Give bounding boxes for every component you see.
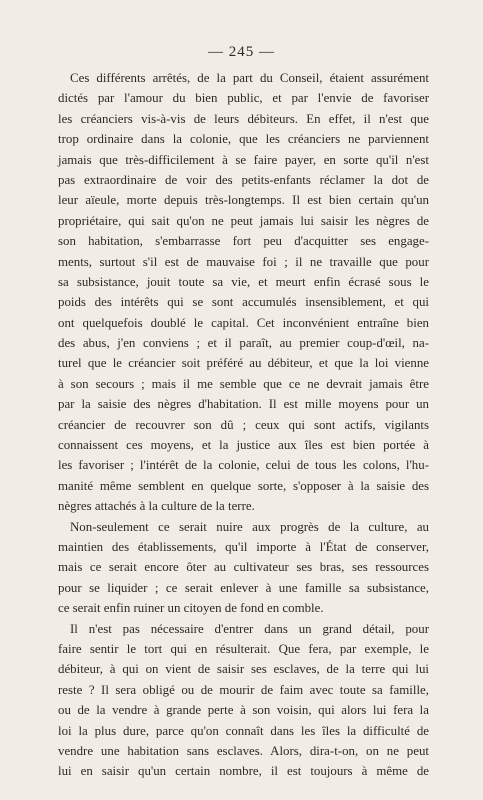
text-line: créancier de recouvrer son dû ; ceux qui sont actifs, vigilants	[58, 417, 429, 432]
text-line: Non-seulement ce serait nuire aux progrès de la culture, au	[70, 519, 429, 534]
text-line: leur aïeule, morte depuis très-longtemps. Il est bien certain qu'un	[58, 193, 429, 208]
text-line: débiteur, à qui on vient de saisir ses esclaves, de la terre qui lui	[58, 662, 429, 677]
text-line: pour se liquider ; ce serait enlever à une famille sa subsistance,	[58, 580, 429, 595]
text-line: les favoriser ; l'intérêt de la colonie, celui de tous les colons, l'hu-	[58, 458, 429, 473]
text-line: trop ordinaire dans la colonie, que les créanciers ne parviennent	[58, 132, 429, 147]
text-line: turel que le créancier soit préféré au débiteur, et que la loi vienne	[58, 356, 429, 371]
paragraph	[58, 619, 429, 782]
text-line: vendre une habitation sans esclaves. Alors, dira-t-on, on ne peut	[58, 743, 429, 758]
paragraph	[58, 68, 429, 517]
text-line: faire sentir le tort qui en résulterait. Que fera, par exemple, le	[58, 641, 429, 656]
text-line: son habitation, s'embarrasse fort peu d'acquitter ses engage-	[58, 234, 429, 249]
text-line: jamais que très-difficilement à se faire payer, en sorte qu'il n'est	[58, 152, 429, 167]
text-line: connaissent ces moyens, et la justice aux îles est bien portée à	[58, 438, 429, 453]
text-line: nègres attachés à la culture de la terre.	[58, 499, 255, 514]
text-line: à son secours ; mais il me semble que ce ne devrait jamais être	[58, 376, 429, 391]
text-line: mais ce serait encore ôter au cultivateur ses bras, ses ressources	[58, 560, 429, 575]
page-number: — 245 —	[208, 44, 275, 60]
text-line: ce serait enfin ruiner un citoyen de fond en comble.	[58, 601, 324, 616]
text-line: les créanciers vis-à-vis de leurs débiteurs. En effet, il n'est que	[58, 111, 429, 126]
text-line: maintien des établissements, qu'il importe à l'État de conserver,	[58, 539, 429, 554]
text-line: ont quelquefois doublé le capital. Cet inconvénient entraîne bien	[58, 315, 429, 330]
text-line: sa subsistance, jouit toute sa vie, et meurt enfin écrasé sous le	[58, 274, 429, 289]
text-line: manité même semblent en quelque sorte, s'opposer à la saisie des	[58, 478, 429, 493]
text-line: par la saisie des nègres d'habitation. Il est mille moyens pour un	[58, 397, 429, 412]
text-line: loi la plus dure, parce qu'on connaît dans les îles la difficulté de	[58, 723, 429, 738]
text-line: propriétaire, qui sait qu'on ne peut jamais lui saisir les nègres de	[58, 213, 429, 228]
body-text	[58, 68, 429, 782]
text-line: ments, surtout s'il est de mauvaise foi ; il ne travaille que pour	[58, 254, 429, 269]
text-line: reste ? Il sera obligé ou de mourir de faim avec toute sa famille,	[58, 682, 429, 697]
paragraph	[58, 517, 429, 619]
text-line: dictés par l'amour du bien public, et par l'envie de favoriser	[58, 91, 429, 106]
text-line: Il n'est pas nécessaire d'entrer dans un grand détail, pour	[70, 621, 429, 636]
text-line: ou de la vendre à grande perte à son voisin, qui alors lui fera la	[58, 703, 429, 718]
text-line: pas extraordinaire de voir des petits-enfants réclamer la dot de	[58, 172, 429, 187]
text-line: poids des intérêts qui se sont accumulés insensiblement, et qui	[58, 295, 429, 310]
text-line: des abus, j'en conviens ; et il paraît, au premier coup-d'œil, na-	[58, 336, 429, 351]
text-line: Ces différents arrêtés, de la part du Conseil, étaient assurément	[70, 71, 429, 85]
text-line: lui en saisir qu'un certain nombre, il est toujours à même de	[58, 764, 429, 779]
